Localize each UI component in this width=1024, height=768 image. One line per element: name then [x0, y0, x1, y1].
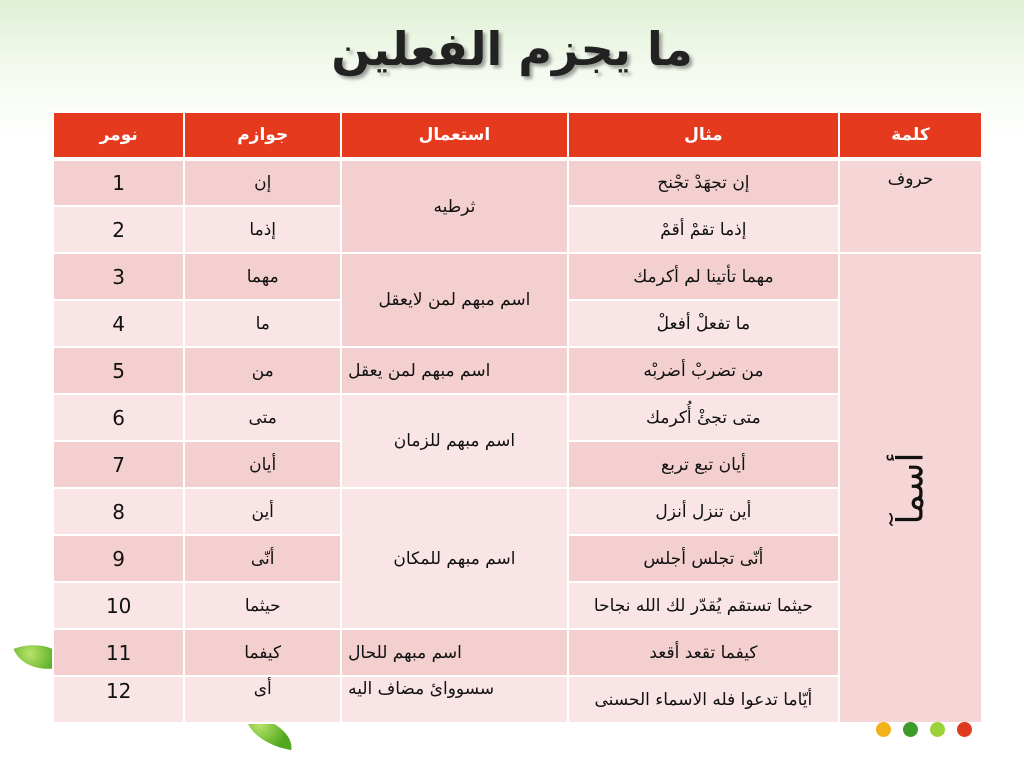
table-header-row [53, 112, 982, 159]
example-cell: أين تنزل أنزل [568, 488, 839, 535]
jazim-cell: متى [184, 394, 341, 441]
example-cell: ما تفعلْ أفعلْ [568, 300, 839, 347]
usage-cell: اسم مبهم للحال [341, 629, 568, 676]
number-cell: 7 [53, 441, 184, 488]
jazim-cell: إن [184, 159, 341, 206]
example-cell: حيثما تستقم يُقدّر لك الله نجاحا [568, 582, 839, 629]
usage-cell: اسم مبهم لمن يعقل [341, 347, 568, 394]
number-cell: 8 [53, 488, 184, 535]
example-cell: أيّاما تدعوا فله الاسماء الحسنى [568, 676, 839, 723]
header-mithal: مثال [568, 112, 839, 159]
usage-cell: ثرطيه [341, 159, 568, 253]
jazim-cell: أين [184, 488, 341, 535]
jazim-cell: مهما [184, 253, 341, 300]
jazim-cell: من [184, 347, 341, 394]
example-cell: إذما تقمْ أقمْ [568, 206, 839, 253]
jazim-cell: أى [184, 676, 341, 723]
example-cell: أنّى تجلس أجلس [568, 535, 839, 582]
jazim-cell: حيثما [184, 582, 341, 629]
decorative-dots [876, 722, 972, 737]
jazim-cell: أيان [184, 441, 341, 488]
usage-cell: سسوواىٔ مضاف اليه [341, 676, 568, 723]
table-row [53, 159, 982, 206]
number-cell: 12 [53, 676, 184, 723]
dot-lightgreen [930, 722, 945, 737]
usage-cell: اسم مبهم للمكان [341, 488, 568, 629]
example-cell: أيان تبع تربع [568, 441, 839, 488]
example-cell: كيفما تقعد أقعد [568, 629, 839, 676]
example-cell: من تضربْ أضربْه [568, 347, 839, 394]
header-jawazim: جوازم [184, 112, 341, 159]
number-cell: 5 [53, 347, 184, 394]
number-cell: 11 [53, 629, 184, 676]
usage-cell: اسم مبهم للزمان [341, 394, 568, 488]
category-huruf: حروف [839, 159, 982, 253]
header-kalima: كلمة [839, 112, 982, 159]
number-cell: 6 [53, 394, 184, 441]
header-istimal: استعمال [341, 112, 568, 159]
category-asma-label: أسمآ [889, 452, 931, 524]
jazim-cell: إذما [184, 206, 341, 253]
dot-red [957, 722, 972, 737]
number-cell: 4 [53, 300, 184, 347]
number-cell: 2 [53, 206, 184, 253]
jazim-cell: أنّى [184, 535, 341, 582]
header-number: نومر [53, 112, 184, 159]
table-row [53, 253, 982, 300]
jazim-cell: كيفما [184, 629, 341, 676]
category-asma [839, 253, 982, 723]
example-cell: متى تجئْ أُكرمك [568, 394, 839, 441]
number-cell: 1 [53, 159, 184, 206]
jazim-cell: ما [184, 300, 341, 347]
usage-cell: اسم مبهم لمن لايعقل [341, 253, 568, 347]
dot-green [903, 722, 918, 737]
example-cell: إن تجهَدْ تجْنح [568, 159, 839, 206]
example-cell: مهما تأتينا لم أكرمك [568, 253, 839, 300]
page-title: ما يجزم الفعلين [331, 22, 693, 76]
jawazim-table [52, 111, 983, 724]
dot-yellow [876, 722, 891, 737]
number-cell: 3 [53, 253, 184, 300]
number-cell: 9 [53, 535, 184, 582]
number-cell: 10 [53, 582, 184, 629]
